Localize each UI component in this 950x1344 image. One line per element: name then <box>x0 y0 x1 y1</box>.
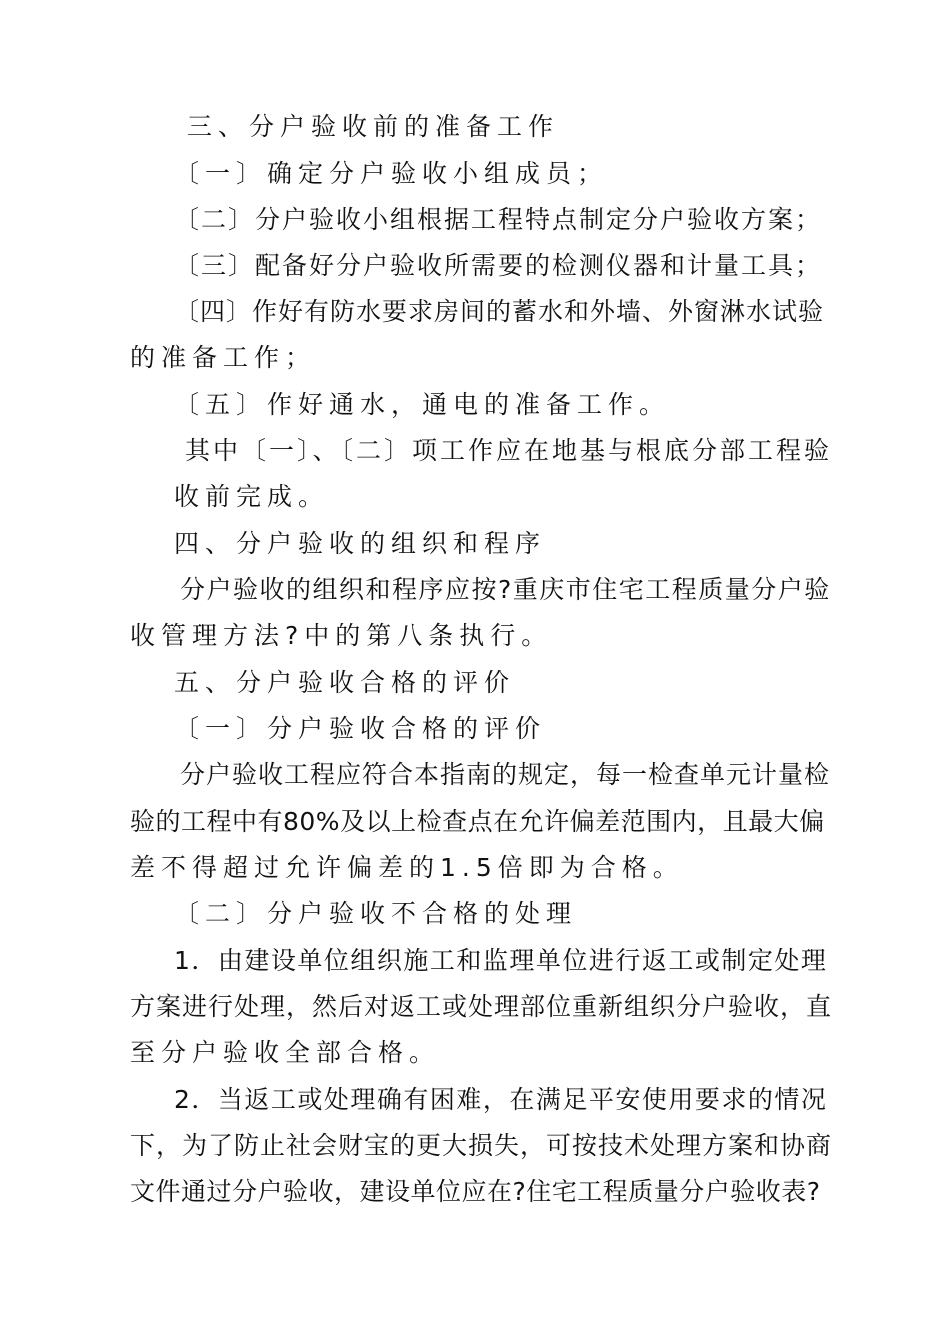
paragraph-line: 收管理方法?中的第八条执行。 <box>130 621 553 650</box>
paragraph-line: 下，为了防止社会财宝的更大损失，可按技术处理方案和协商 <box>130 1131 833 1160</box>
paragraph-line: 至分户验收全部合格。 <box>130 1038 441 1067</box>
paragraph-line: 其中〔一〕、〔二〕项工作应在地基与根底分部工程验 <box>185 436 833 465</box>
paragraph-line: 文件通过分户验收，建设单位应在?住宅工程质量分户验收表? <box>130 1177 821 1206</box>
paragraph-line: 1．由建设单位组织施工和监理单位进行返工或制定处理 <box>174 946 828 975</box>
paragraph-line: 〔五〕作好通水，通电的准备工作。 <box>174 390 671 419</box>
paragraph-line: 分户验收工程应符合本指南的规定，每一检查单元计量检 <box>180 760 831 789</box>
paragraph-line: 〔三〕配备好分户验收所需要的检测仪器和计量工具； <box>174 251 823 280</box>
subsection-heading: 〔一〕分户验收合格的评价 <box>174 714 547 743</box>
paragraph-line: 差不得超过允许偏差的1.5倍即为合格。 <box>130 853 684 882</box>
paragraph-line: 验的工程中有80%及以上检查点在允许偏差范围内，且最大偏 <box>130 807 825 836</box>
subsection-heading: 〔二〕分户验收不合格的处理 <box>174 899 578 928</box>
paragraph-line: 2．当返工或处理确有困难，在满足平安使用要求的情况 <box>174 1085 828 1114</box>
paragraph-line: 〔四〕作好有防水要求房间的蓄水和外墙、外窗淋水试验 <box>174 297 825 326</box>
paragraph-line: 〔一〕确定分户验收小组成员； <box>174 159 609 188</box>
section-heading-5: 五、分户验收合格的评价 <box>174 668 516 697</box>
section-heading-3: 三、分户验收前的准备工作 <box>187 112 560 141</box>
paragraph-line: 收前完成。 <box>174 482 330 511</box>
paragraph-line: 的准备工作； <box>130 343 317 372</box>
section-heading-4: 四、分户验收的组织和程序 <box>174 529 547 558</box>
paragraph-line: 分户验收的组织和程序应按?重庆市住宅工程质量分户验 <box>180 575 831 604</box>
paragraph-line: 〔二〕分户验收小组根据工程特点制定分户验收方案； <box>174 205 823 234</box>
paragraph-line: 方案进行处理，然后对返工或处理部位重新组织分户验收，直 <box>130 992 833 1021</box>
